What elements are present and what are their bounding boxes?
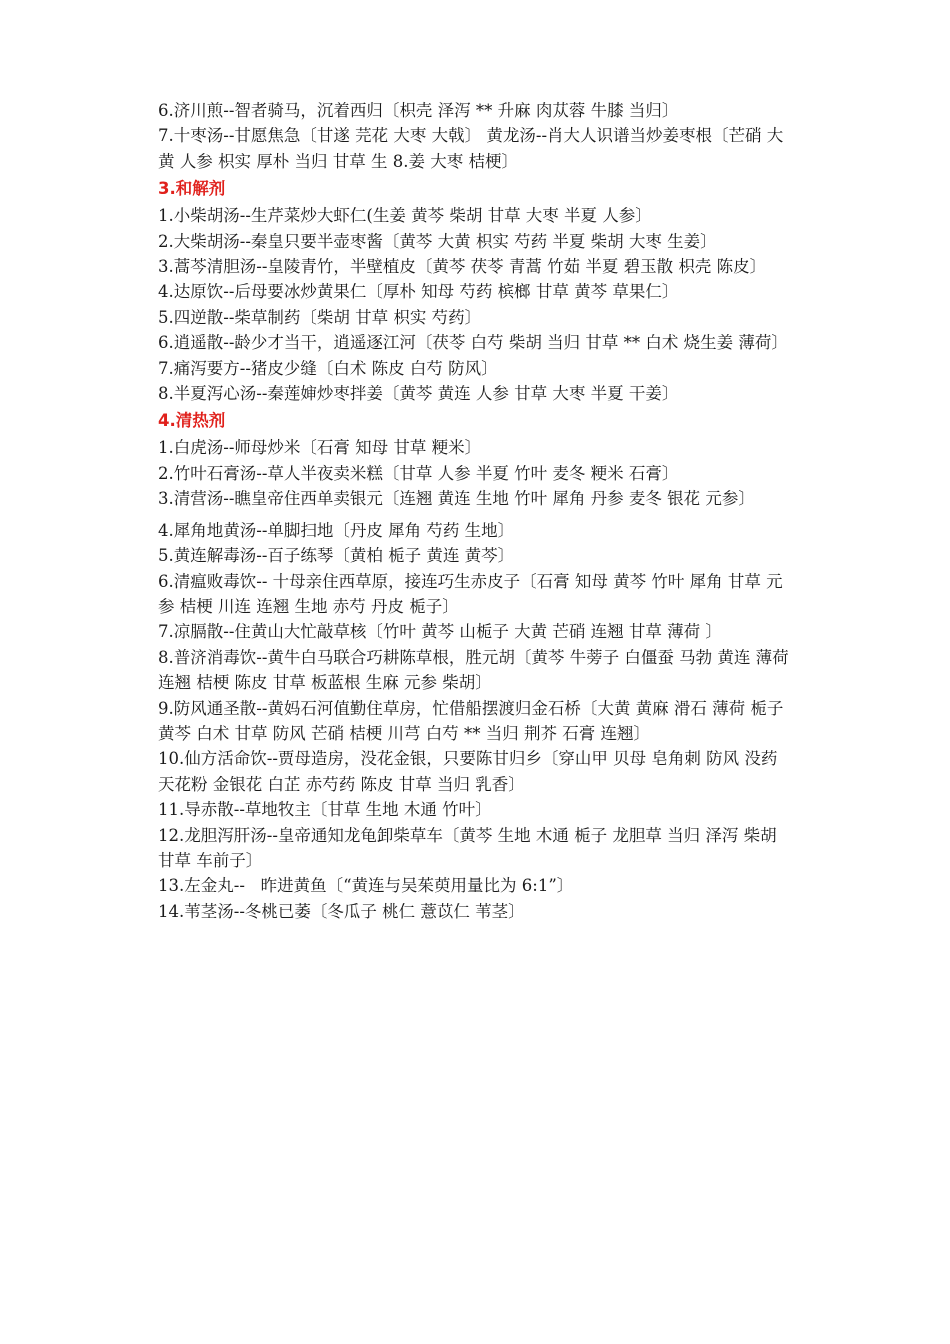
formula-entry: 11.导赤散--草地牧主〔甘草 生地 木通 竹叶〕 <box>158 800 492 820</box>
formula-entry: 7.凉膈散--住黄山大忙敲草核〔竹叶 黄芩 山栀子 大黄 芒硝 连翘 甘草 薄荷 〕 <box>158 622 722 642</box>
formula-entry: 12.龙胆泻肝汤--皇帝通知龙龟卸柴草车〔黄芩 生地 木通 栀子 龙胆草 当归 泽泻 柴胡 甘草 车前子〕 <box>158 825 782 870</box>
formula-entry: 8.半夏泻心汤--秦莲婶炒枣拌姜〔黄芩 黄连 人参 甘草 大枣 半夏 干姜〕 <box>158 384 679 404</box>
formula-entry: 2.竹叶石膏汤--草人半夜卖米糕〔甘草 人参 半夏 竹叶 麦冬 粳米 石膏〕 <box>158 463 679 483</box>
document-body <box>158 98 794 924</box>
formula-entry: 5.四逆散--柴草制药〔柴胡 甘草 枳实 芍药〕 <box>158 307 482 327</box>
formula-entry: 2.大柴胡汤--秦皇只要半壶枣酱〔黄芩 大黄 枳实 芍药 半夏 柴胡 大枣 生姜〕 <box>158 231 717 251</box>
formula-entry: 6.济川煎--智者骑马，沉着西归〔枳壳 泽泻 ** 升麻 肉苁蓉 牛膝 当归〕 <box>158 101 679 120</box>
formula-entry: 3.清营汤--瞧皇帝住西单卖银元〔连翘 黄连 生地 竹叶 犀角 丹参 麦冬 银花 元参〕 <box>158 489 755 509</box>
formula-entry: 7.十枣汤--甘愿焦急〔甘遂 芫花 大枣 大戟〕 黄龙汤--肖大人识谱当炒姜枣根〔芒硝 大黄 人参 枳实 厚朴 当归 甘草 生 8.姜 大枣 桔梗〕 <box>158 126 784 171</box>
formula-entry: 6.清瘟败毒饮-- 十母亲住西草原，接连巧生赤皮子〔石膏 知母 黄芩 竹叶 犀角 甘草 元参 桔梗 川连 连翘 生地 赤芍 丹皮 栀子〕 <box>158 571 783 616</box>
formula-entry: 4.达原饮--后母要冰炒黄果仁〔厚朴 知母 芍药 槟榔 甘草 黄芩 草果仁〕 <box>158 282 679 302</box>
formula-entry: 7.痛泻要方--猪皮少缝〔白术 陈皮 白芍 防风〕 <box>158 358 498 378</box>
formula-entry: 13.左金丸-- 昨进黄鱼〔“黄连与吴茱萸用量比为 6:1”〕 <box>158 876 574 896</box>
formula-entry: 3.蒿芩清胆汤--皇陵青竹，半壁植皮〔黄芩 茯苓 青蒿 竹茹 半夏 碧玉散 枳壳 陈皮〕 <box>158 257 767 277</box>
formula-entry: 14.苇茎汤--冬桃已萎〔冬瓜子 桃仁 薏苡仁 苇茎〕 <box>158 901 525 921</box>
formula-entry: 5.黄连解毒汤--百子练琴〔黄柏 栀子 黄连 黄芩〕 <box>158 546 515 566</box>
section-heading: 3.和解剂 <box>158 179 226 199</box>
formula-entry: 1.小柴胡汤--生芹菜炒大虾仁(生姜 黄芩 柴胡 甘草 大枣 半夏 人参〕 <box>158 206 652 226</box>
formula-entry: 10.仙方活命饮--贾母造房，没花金银，只要陈甘归乡〔穿山甲 贝母 皂角刺 防风 没药 天花粉 金银花 白芷 赤芍药 陈皮 甘草 当归 乳香〕 <box>158 749 783 794</box>
formula-entry: 8.普济消毒饮--黄牛白马联合巧耕陈草根，胜元胡〔黄芩 牛蒡子 白僵蚕 马勃 黄连 薄荷 连翘 桔梗 陈皮 甘草 板蓝根 生麻 元参 柴胡〕 <box>158 647 794 693</box>
formula-entry: 9.防风通圣散--黄妈石河值勤住草房，忙借船摆渡归金石桥〔大黄 黄麻 滑石 薄荷 栀子 黄芩 白术 甘草 防风 芒硝 桔梗 川芎 白芍 ** 当归 荆芥 石膏 连翘〕 <box>158 698 789 743</box>
formula-entry: 1.白虎汤--师母炒米〔石膏 知母 甘草 粳米〕 <box>158 438 482 458</box>
section-heading: 4.清热剂 <box>158 411 226 431</box>
formula-entry: 6.逍遥散--龄少才当干，逍遥逐江河〔茯苓 白芍 柴胡 当归 甘草 ** 白术 烧生姜 薄荷〕 <box>158 333 788 353</box>
formula-entry: 4.犀角地黄汤--单脚扫地〔丹皮 犀角 芍药 生地〕 <box>158 520 515 540</box>
